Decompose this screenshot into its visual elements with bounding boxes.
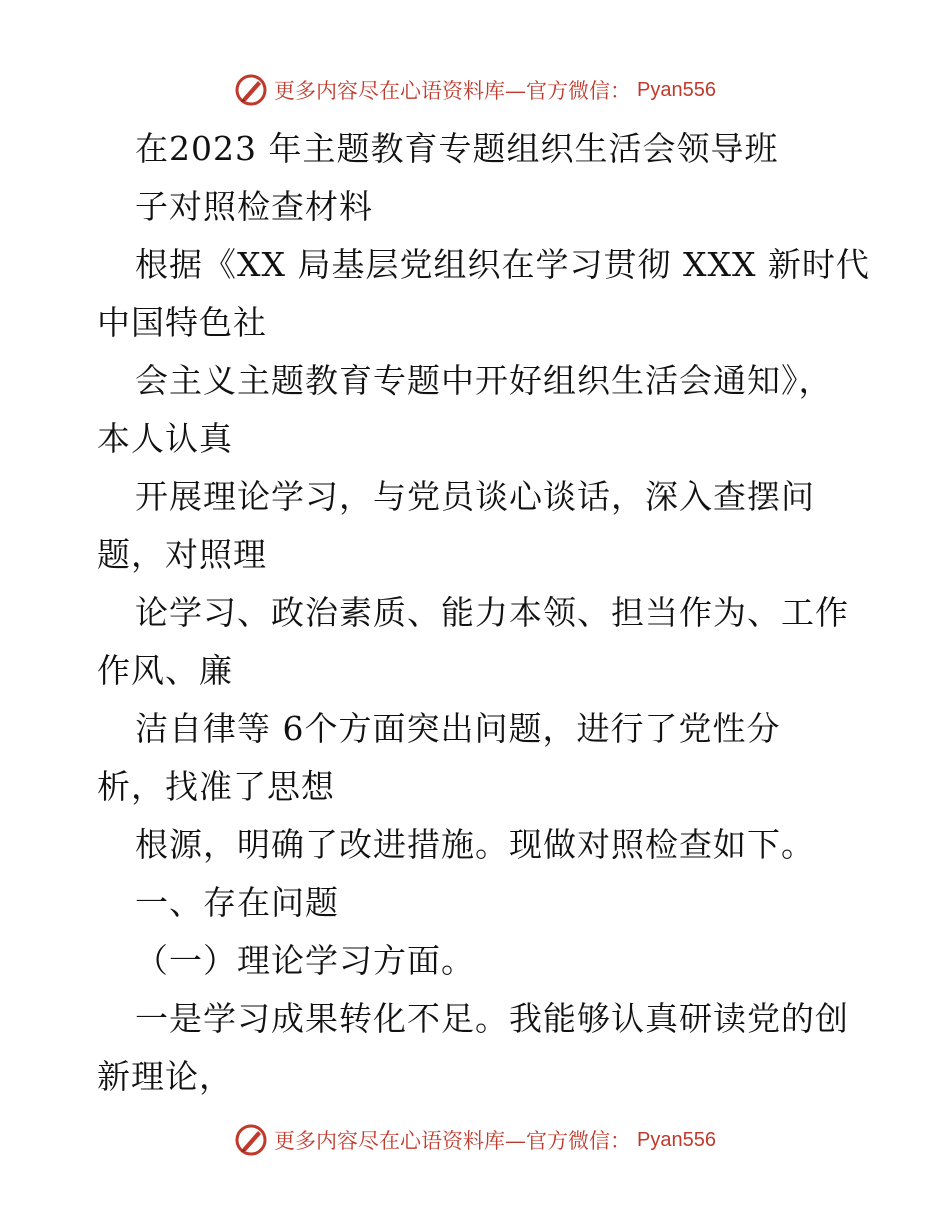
banner-site-text: 更多内容尽在心语资料库—官方微信： bbox=[274, 1129, 632, 1153]
section-heading: 一、存在问题 bbox=[135, 883, 339, 922]
banner-wechat-id: Pyan556 bbox=[637, 78, 716, 101]
text-line: 根源，明确了改进措施。现做对照检查如下。 bbox=[135, 825, 815, 864]
text-line: 本人认真 bbox=[97, 419, 233, 458]
text-line: 论学习、政治素质、能力本领、担当作为、工作 bbox=[135, 593, 849, 632]
document-body bbox=[97, 120, 870, 1106]
text-line: 根据《XX 局基层党组织在学习贯彻 XXX 新时代 bbox=[135, 245, 870, 284]
text-line: 子对照检查材料 bbox=[135, 187, 373, 226]
text-line: 中国特色社 bbox=[97, 303, 267, 342]
pen-logo-icon bbox=[234, 1123, 268, 1157]
header-banner bbox=[0, 70, 950, 110]
text-line: 题，对照理 bbox=[97, 535, 267, 574]
text-line: 作风、廉 bbox=[97, 651, 233, 690]
text-line: 洁自律等 6个方面突出问题，进行了党性分 bbox=[135, 709, 781, 748]
subsection-heading: （一）理论学习方面。 bbox=[135, 941, 475, 980]
banner-wechat-id: Pyan556 bbox=[637, 1128, 716, 1151]
text-line: 新理论， bbox=[97, 1057, 233, 1096]
text-line: 开展理论学习，与党员谈心谈话，深入查摆问 bbox=[135, 477, 815, 516]
banner-site-text: 更多内容尽在心语资料库—官方微信： bbox=[274, 79, 632, 103]
text-line: 会主义主题教育专题中开好组织生活会通知》， bbox=[135, 361, 833, 400]
text-line: 析，找准了思想 bbox=[97, 767, 335, 806]
footer-banner bbox=[0, 1120, 950, 1160]
text-line: 在2023 年主题教育专题组织生活会领导班 bbox=[135, 129, 779, 168]
pen-logo-icon bbox=[234, 73, 268, 107]
text-line: 一是学习成果转化不足。我能够认真研读党的创 bbox=[135, 999, 849, 1038]
